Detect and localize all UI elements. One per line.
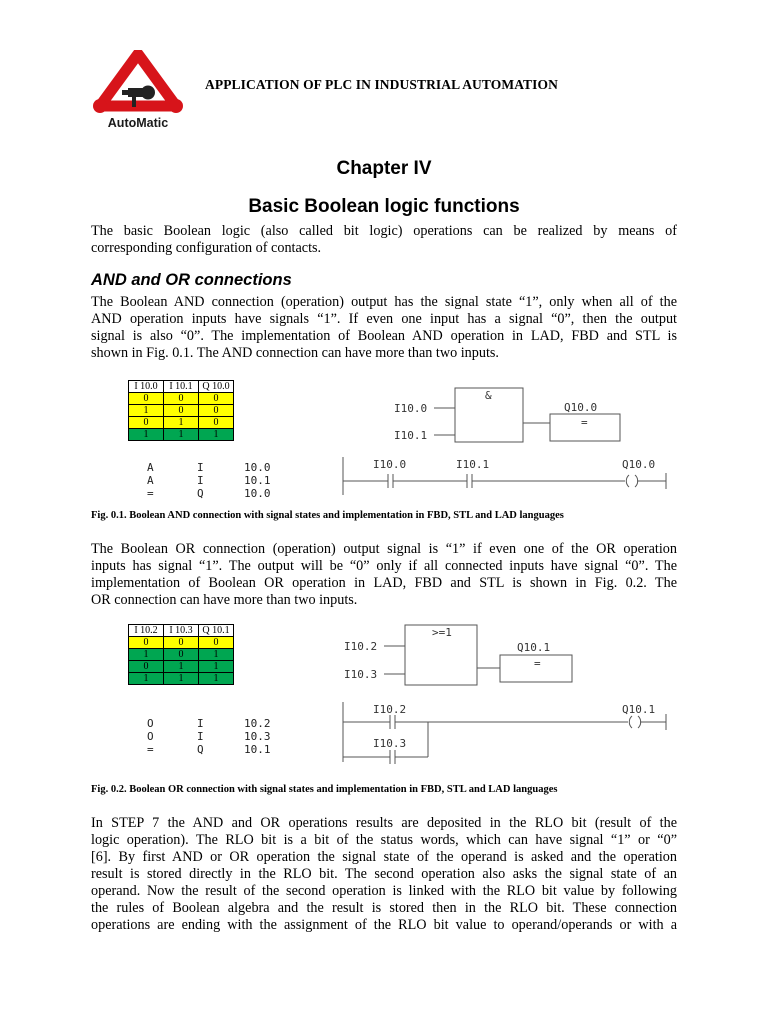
stl-line: O I 10.3 bbox=[147, 730, 271, 743]
text-line: The Boolean OR connection (operation) output signal is “1” if even one of the OR operation bbox=[91, 541, 677, 557]
text-line: logic operation). The RLO bit is a bit of the status words, which can have signal “1” or “0” bbox=[91, 832, 677, 848]
fbd-input-label: I10.0 bbox=[394, 402, 428, 415]
lad-contact-label: I10.3 bbox=[373, 737, 407, 750]
or-paragraph bbox=[91, 541, 677, 609]
table-header: I 10.3 bbox=[164, 625, 199, 637]
table-cell: 1 bbox=[164, 661, 199, 673]
automatic-logo bbox=[88, 50, 188, 132]
and-stl-code bbox=[147, 461, 271, 500]
or-stl-code bbox=[147, 717, 271, 756]
text-line: implementation of Boolean OR operation in LAD, FBD and STL is shown in Fig. 0.2. The bbox=[91, 575, 677, 591]
fbd-output-label: Q10.0 bbox=[564, 401, 598, 414]
lad-coil-label: Q10.0 bbox=[622, 458, 656, 471]
or-fbd-diagram bbox=[340, 622, 580, 688]
table-header: Q 10.0 bbox=[199, 381, 234, 393]
section-title: Basic Boolean logic functions bbox=[248, 196, 520, 217]
table-cell: 0 bbox=[164, 405, 199, 417]
text-line: signal is also “0”. The implementation of Boolean AND operation in LAD, FBD and STL is bbox=[91, 328, 677, 344]
table-cell: 0 bbox=[164, 393, 199, 405]
stl-line: O I 10.2 bbox=[147, 717, 271, 730]
text-line: In STEP 7 the AND and OR operations results are deposited in the RLO bit (result of the bbox=[91, 815, 677, 831]
table-cell: 0 bbox=[164, 649, 199, 661]
text-line: inputs has signal “1”. The output will be “0” only if all connected inputs have signal “0”. The bbox=[91, 558, 677, 574]
fbd-input-label: I10.1 bbox=[394, 429, 428, 442]
subheading: AND and OR connections bbox=[91, 271, 292, 289]
stl-line: = Q 10.0 bbox=[147, 487, 271, 500]
fbd-assign-label: = bbox=[534, 657, 541, 670]
lad-contact-label: I10.1 bbox=[456, 458, 490, 471]
table-header: I 10.0 bbox=[129, 381, 164, 393]
fbd-assign-label: = bbox=[581, 416, 588, 429]
figure-caption: Fig. 0.2. Boolean OR connection with signal states and implementation in FBD, STL and LAD languages bbox=[91, 784, 558, 795]
table-header: Q 10.1 bbox=[199, 625, 234, 637]
fbd-input-label: I10.2 bbox=[344, 640, 378, 653]
table-cell: 1 bbox=[129, 405, 164, 417]
final-paragraph bbox=[91, 815, 677, 934]
lad-coil-label: Q10.1 bbox=[622, 703, 656, 716]
table-cell: 0 bbox=[199, 417, 234, 429]
or-lad-diagram bbox=[340, 700, 670, 766]
table-header: I 10.2 bbox=[129, 625, 164, 637]
table-cell: 0 bbox=[129, 637, 164, 649]
text-line: AND operation inputs have signals “1”. If even one input has a signal “0”, then the output bbox=[91, 311, 677, 327]
table-cell: 0 bbox=[164, 637, 199, 649]
lad-contact-label: I10.0 bbox=[373, 458, 407, 471]
and-truth-table bbox=[128, 380, 234, 441]
fbd-input-label: I10.3 bbox=[344, 668, 378, 681]
lad-contact-label: I10.2 bbox=[373, 703, 407, 716]
table-cell: 0 bbox=[129, 417, 164, 429]
fbd-block-label: >=1 bbox=[432, 626, 452, 639]
fbd-block-label: & bbox=[485, 389, 492, 402]
stl-line: = Q 10.1 bbox=[147, 743, 271, 756]
table-header: I 10.1 bbox=[164, 381, 199, 393]
table-cell: 1 bbox=[164, 673, 199, 685]
text-line: operand. Now the result of the second operation is linked with the RLO bit value by following bbox=[91, 883, 677, 899]
table-cell: 1 bbox=[129, 429, 164, 441]
header-title: APPLICATION OF PLC IN INDUSTRIAL AUTOMATION bbox=[205, 77, 558, 92]
and-lad-diagram bbox=[340, 455, 670, 500]
text-line: [6]. By first AND or OR operation the signal state of the operand is asked and the operation bbox=[91, 849, 677, 865]
table-cell: 1 bbox=[129, 649, 164, 661]
table-cell: 0 bbox=[199, 637, 234, 649]
text-line: shown in Fig. 0.1. The AND connection can have more than two inputs. bbox=[91, 345, 499, 361]
chapter-title: Chapter IV bbox=[336, 158, 432, 179]
figure-caption: Fig. 0.1. Boolean AND connection with signal states and implementation in FBD, STL and LAD languages bbox=[91, 510, 564, 521]
text-line: The Boolean AND connection (operation) output has the signal state “1”, only when all of the bbox=[91, 294, 677, 310]
table-cell: 0 bbox=[129, 393, 164, 405]
table-cell: 0 bbox=[199, 405, 234, 417]
table-cell: 1 bbox=[164, 417, 199, 429]
text-line: The basic Boolean logic (also called bit logic) operations can be realized by means of bbox=[91, 223, 677, 239]
table-cell: 1 bbox=[199, 429, 234, 441]
text-line: result is stored directly in the RLO bit. The second operation also asks the signal state of an bbox=[91, 866, 677, 882]
table-cell: 0 bbox=[129, 661, 164, 673]
table-cell: 1 bbox=[164, 429, 199, 441]
text-line: operations are ending with the assignment of the RLO bit value to operand/operands or with a bbox=[91, 917, 677, 933]
intro-paragraph bbox=[91, 223, 677, 257]
logo-text: AutoMatic bbox=[107, 116, 169, 130]
or-truth-table bbox=[128, 624, 234, 685]
table-cell: 1 bbox=[199, 673, 234, 685]
fbd-output-label: Q10.1 bbox=[517, 641, 551, 654]
stl-line: A I 10.1 bbox=[147, 474, 271, 487]
table-cell: 1 bbox=[199, 661, 234, 673]
text-line: corresponding configuration of contacts. bbox=[91, 240, 322, 256]
and-fbd-diagram bbox=[390, 385, 630, 445]
stl-line: A I 10.0 bbox=[147, 461, 271, 474]
table-cell: 1 bbox=[129, 673, 164, 685]
text-line: OR connection can have more than two inputs. bbox=[91, 592, 358, 608]
table-cell: 1 bbox=[199, 649, 234, 661]
text-line: the rules of Boolean algebra and the result is stored then in the RLO bit. These connection bbox=[91, 900, 677, 916]
table-cell: 0 bbox=[199, 393, 234, 405]
and-paragraph bbox=[91, 294, 677, 362]
